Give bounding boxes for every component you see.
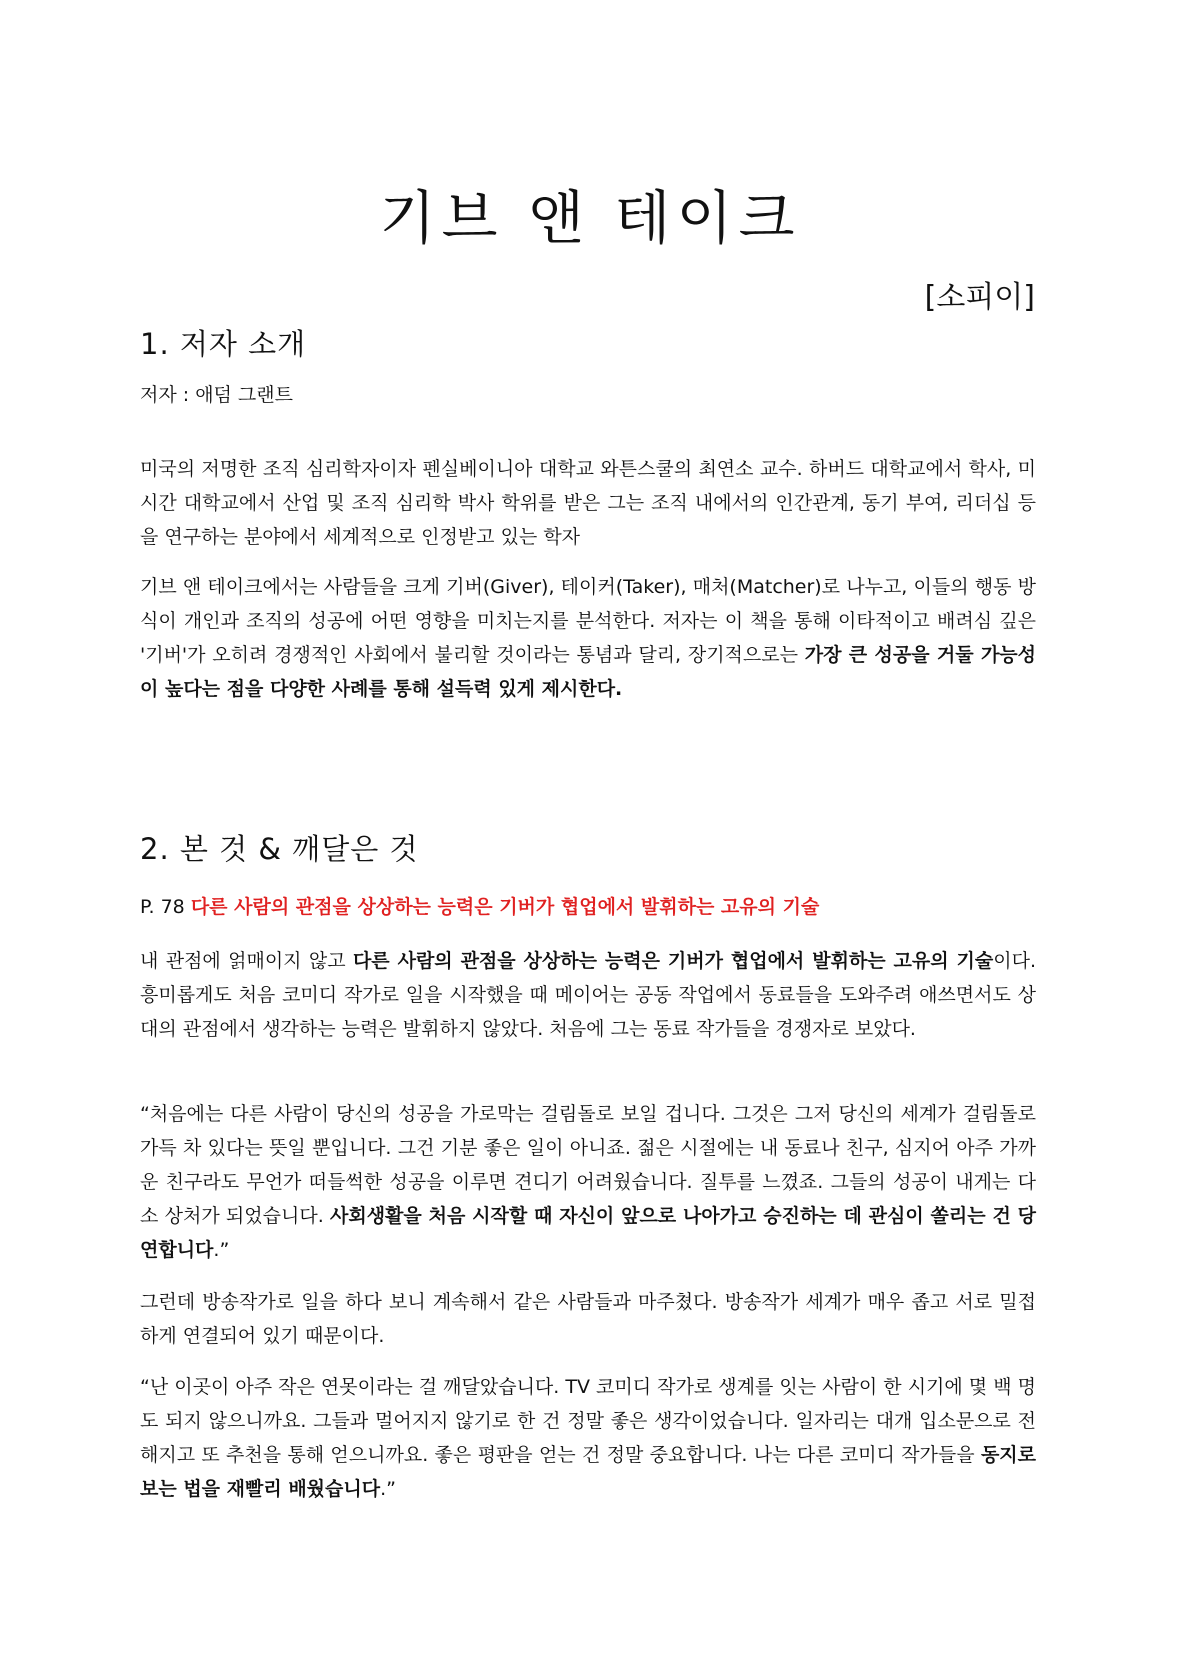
quote-2-start: “난 이곳이 아주 작은 연못이라는 걸 깨달았습니다. TV 코미디 작가로 생계를 잇는 사람이 한 시기에 몇 백 명도 되지 않으니까요. 그들과 멀어지지 않기로 한 건 정말 좋은 생각이었습니다. 일자리는 대개 입소문으로 전해지고 또 추천을 통해 얻으니까요. 좋은 평판을 얻는 건 정말 중요합니다. 나는 다른 코미디 작가들을 bbox=[140, 1376, 1036, 1466]
book-summary-bold: 가장 큰 성공을 거둘 가능성이 높다는 점을 다양한 사례를 통해 설득력 있게 제시한다. bbox=[140, 644, 1037, 700]
insight-2-text: 그런데 방송작가로 일을 하다 보니 계속해서 같은 사람들과 마주쳤다. 방송작가 세계가 매우 좁고 서로 밀접하게 연결되어 있기 때문이다. bbox=[140, 1291, 1036, 1347]
insight-1-start: 내 관점에 얽매이지 않고 bbox=[140, 950, 353, 972]
book-summary-text bbox=[140, 570, 1036, 706]
author-section-body bbox=[140, 378, 1036, 412]
page-reference: P. 78 bbox=[140, 896, 185, 918]
quote-paragraph-1 bbox=[140, 1097, 1036, 1267]
section-heading-author: 1. 저자 소개 bbox=[140, 327, 307, 361]
quote-2-end: .” bbox=[380, 1478, 396, 1500]
quote-paragraph-2 bbox=[140, 1370, 1036, 1506]
quote-1-start: “처음에는 다른 사람이 당신의 성공을 가로막는 걸림돌로 보일 겁니다. 그것은 그저 당신의 세계가 걸림돌로 가득 차 있다는 뜻일 뿐입니다. 그건 기분 좋은 일이 아니죠. 젊은 시절에는 내 동료나 친구, 심지어 아주 가까운 친구라도 무언가 떠들썩한 성공을 이루면 견디기 어려웠습니다. 질투를 느꼈죠. 그들의 성공이 내게는 다소 상처가 되었습니다. bbox=[140, 1103, 1036, 1227]
insight-paragraph-2 bbox=[140, 1285, 1036, 1353]
author-tag: [소피이] bbox=[924, 280, 1035, 315]
author-bio-paragraph bbox=[140, 452, 1036, 554]
section-heading-insights: 2. 본 것 & 깨달은 것 bbox=[140, 832, 419, 866]
highlight-line bbox=[140, 890, 1036, 924]
quote-1-bold: 사회생활을 처음 시작할 때 자신이 앞으로 나아가고 승진하는 데 관심이 쏠리는 건 당연합니다 bbox=[140, 1205, 1036, 1261]
book-summary-plain: 기브 앤 테이크에서는 사람들을 크게 기버(Giver), 테이커(Taker), 매처(Matcher)로 나누고, 이들의 행동 방식이 개인과 조직의 성공에 어떤 영향을 미치는지를 분석한다. 저자는 이 책을 통해 이타적이고 배려심 깊은 '기버'가 오히려 경쟁적인 사회에서 불리할 것이라는 통념과 달리, 장기적으로는 bbox=[140, 576, 1036, 666]
insight-1-end: 이다. 흥미롭게도 처음 코미디 작가로 일을 시작했을 때 메이어는 공동 작업에서 동료들을 도와주려 애쓰면서도 상대의 관점에서 생각하는 능력은 발휘하지 않았다. 처음에 그는 동료 작가들을 경쟁자로 보았다. bbox=[140, 950, 1037, 1040]
author-bio-text: 미국의 저명한 조직 심리학자이자 펜실베이니아 대학교 와튼스쿨의 최연소 교수. 하버드 대학교에서 학사, 미시간 대학교에서 산업 및 조직 심리학 박사 학위를 받은 그는 조직 내에서의 인간관계, 동기 부여, 리더십 등을 연구하는 분야에서 세계적으로 인정받고 있는 학자 bbox=[140, 458, 1036, 548]
insight-1-bold: 다른 사람의 관점을 상상하는 능력은 기버가 협업에서 발휘하는 고유의 기술 bbox=[352, 950, 994, 972]
quote-1-end: .” bbox=[213, 1239, 230, 1261]
document-title: 기브 앤 테이크 bbox=[379, 184, 801, 252]
book-summary-paragraph bbox=[140, 570, 1036, 706]
insight-paragraph-1 bbox=[140, 944, 1036, 1046]
highlight-quote: 다른 사람의 관점을 상상하는 능력은 기버가 협업에서 발휘하는 고유의 기술 bbox=[190, 896, 820, 918]
quote-2-bold: 동지로 보는 법을 재빨리 배웠습니다 bbox=[140, 1444, 1036, 1500]
author-line: 저자 : 애덤 그랜트 bbox=[140, 384, 293, 406]
